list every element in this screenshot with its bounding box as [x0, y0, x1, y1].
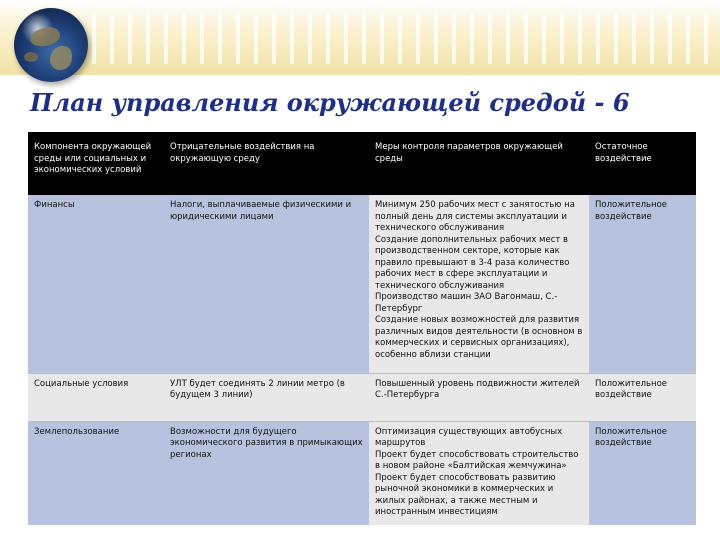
cell-impact: Возможности для будущего экономического развития в примыкающих регионах — [164, 421, 369, 525]
table-row — [28, 195, 696, 373]
table-row — [28, 373, 696, 421]
header-band — [0, 0, 720, 75]
header-residual: Остаточное воздействие — [589, 132, 696, 195]
page-title: План управления окружающей средой - 6 — [30, 88, 630, 117]
cell-measures — [369, 421, 589, 525]
cell-measures — [369, 195, 589, 373]
measure-item: Оптимизация существующих автобусных маршрутов — [375, 426, 563, 448]
cell-component: Землепользование — [28, 421, 164, 525]
header-measures: Меры контроля параметров окружающей среды — [369, 132, 589, 195]
cell-component: Финансы — [28, 195, 164, 373]
cell-residual: Положительное воздействие — [589, 421, 696, 525]
measure-item: Проект будет способствовать строительство в новом районе «Балтийская жемчужина» — [375, 449, 579, 471]
measure-item: Создание дополнительных рабочих мест в производственном секторе, которые как правило превышают в 3-4 раза количество рабочих мест в сфере эксплуатации и технического обслуживания — [375, 234, 570, 291]
globe-icon — [14, 8, 88, 82]
cell-impact: Налоги, выплачиваемые физическими и юридическими лицами — [164, 195, 369, 373]
measure-item: Повышенный уровень подвижности жителей С.-Петербурга — [375, 378, 580, 400]
measure-item: Производство машин ЗАО Вагонмаш, С.-Петербург — [375, 292, 558, 314]
measure-item: Проект будет способствовать развитию рыночной экономики в коммерческих и жилых районах, а также местным и иностранным инвестициям — [375, 472, 556, 517]
table-header-row — [28, 132, 696, 195]
cell-impact: УЛТ будет соединять 2 линии метро (в будущем 3 линии) — [164, 373, 369, 421]
cell-component: Социальные условия — [28, 373, 164, 421]
plan-table — [28, 132, 696, 525]
header-stripes — [92, 12, 720, 64]
measure-item: Создание новых возможностей для развития различных видов деятельности (в основном в коммерческих и сервисных организациях), особенно вблизи станции — [375, 315, 583, 360]
cell-residual: Положительное воздействие — [589, 195, 696, 373]
cell-measures — [369, 373, 589, 421]
table-row — [28, 421, 696, 525]
header-impact: Отрицательные воздействия на окружающую среду — [164, 132, 369, 195]
cell-residual: Положительное воздействие — [589, 373, 696, 421]
measure-item: Минимум 250 рабочих мест с занятостью на полный день для системы эксплуатации и технического обслуживания — [375, 200, 575, 233]
header-component: Компонента окружающей среды или социальных и экономических условий — [28, 132, 164, 195]
